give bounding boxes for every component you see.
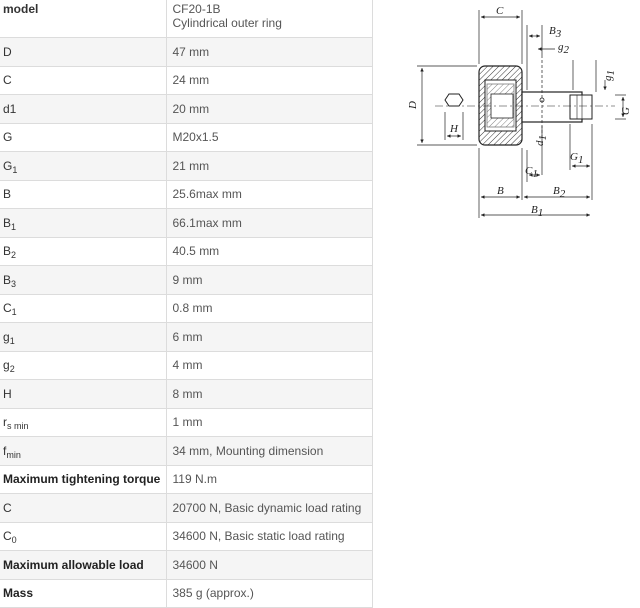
spec-row [0,323,372,352]
spec-row [0,437,372,466]
spec-label: B [3,272,12,287]
spec-label: H [3,386,12,401]
spec-label: f [3,443,7,458]
spec-label: Mass [3,586,34,601]
dim-label-d: D [407,101,419,109]
spec-value: 20700 N, Basic dynamic load rating [166,494,372,523]
spec-row [0,579,372,608]
spec-row [0,95,372,124]
spec-label: B [3,187,12,202]
spec-row [0,66,372,95]
spec-value: 385 g (approx.) [166,579,372,608]
spec-value: 8 mm [166,380,372,409]
spec-value: 34600 N [166,551,372,580]
spec-label: B [3,244,12,259]
spec-value: 34 mm, Mounting dimension [166,437,372,466]
spec-label-sub: 2 [11,250,17,261]
spec-label: model [0,0,166,38]
spec-row [0,266,372,295]
spec-value-note: Cylindrical outer ring [172,16,282,30]
spec-value: 0.8 mm [166,294,372,323]
dim-label-g2: g2 [558,41,569,56]
spec-label-sub: 1 [9,335,15,346]
spec-row [0,180,372,209]
spec-label: C [3,500,12,515]
spec-row [0,152,372,181]
spec-value: M20x1.5 [166,123,372,152]
spec-row [0,237,372,266]
spec-label: C [3,73,12,88]
spec-value: 119 N.m [166,465,372,494]
spec-label-sub: min [6,449,21,460]
spec-row [0,408,372,437]
dim-label-c1: C1 [525,165,538,180]
dim-label-d1: d1 [534,135,549,146]
spec-row [0,551,372,580]
spec-row [0,123,372,152]
dim-label-c: C [496,5,504,17]
spec-value: 66.1max mm [166,209,372,238]
spec-value: 47 mm [166,38,372,67]
spec-label: C [3,529,12,544]
spec-row [0,380,372,409]
spec-value: 1 mm [166,408,372,437]
spec-label-sub: 0 [11,535,17,546]
spec-label-sub: 1 [11,221,17,232]
spec-label: Maximum allowable load [3,557,144,572]
spec-value: 21 mm [166,152,372,181]
spec-label-sub: 1 [12,164,18,175]
spec-value: CF20-1B Cylindrical outer ring [166,0,372,38]
spec-row [0,522,372,551]
dim-label-b1: B1 [531,204,544,219]
dim-label-b2: B2 [553,185,566,200]
spec-value: 40.5 mm [166,237,372,266]
spec-label: g [3,358,10,373]
spec-label: C [3,301,12,316]
spec-label: G [3,158,13,173]
spec-row [0,351,372,380]
dim-label-b3: B3 [549,25,562,40]
dim-label-g: G [620,107,632,115]
spec-row-model [0,0,372,38]
spec-label: r [3,415,7,430]
spec-label-sub: 3 [11,278,17,289]
dim-label-g1: g1 [602,70,617,81]
spec-label: d1 [3,101,17,116]
spec-label-sub: 2 [9,364,15,375]
dim-label-g1-thread: G1 [570,151,584,166]
spec-value: 25.6max mm [166,180,372,209]
dim-label-b: B [497,185,504,197]
spec-value: 9 mm [166,266,372,295]
dim-label-h: H [450,123,458,135]
spec-row [0,465,372,494]
spec-value: 6 mm [166,323,372,352]
spec-row [0,209,372,238]
spec-label: D [3,44,12,59]
spec-value: 24 mm [166,66,372,95]
stud-shaft [522,60,592,140]
spec-label: g [3,329,10,344]
spec-value: 20 mm [166,95,372,124]
cam-follower-drawing [395,0,640,225]
spec-value: 4 mm [166,351,372,380]
spec-label-sub: s min [7,421,29,432]
spec-label: Maximum tightening torque [3,472,161,487]
spec-label-sub: 1 [11,307,17,318]
spec-value: 34600 N, Basic static load rating [166,522,372,551]
spec-row [0,38,372,67]
spec-row [0,294,372,323]
spec-row [0,494,372,523]
spec-label: B [3,215,12,230]
spec-label: G [3,130,13,145]
